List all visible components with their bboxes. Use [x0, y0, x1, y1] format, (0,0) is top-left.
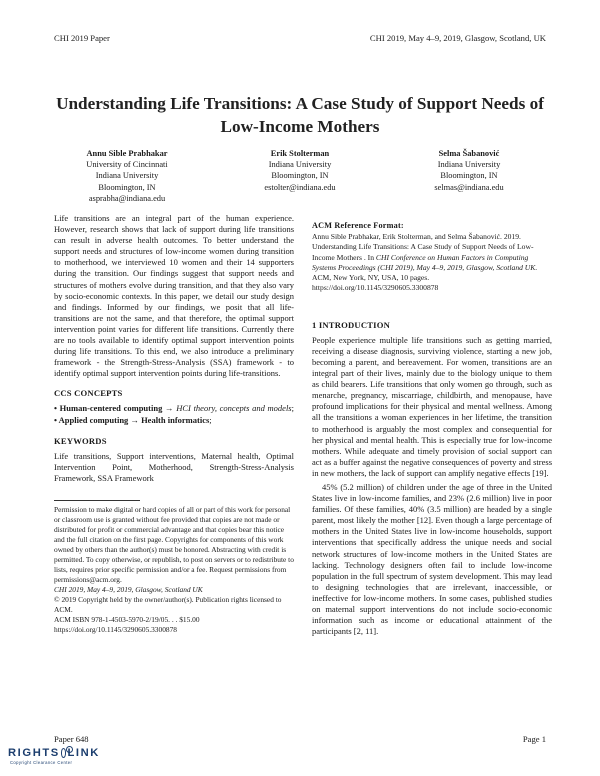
arrow-glyph: →: [130, 414, 139, 425]
acm-ref-venue: CHI Conference on Human Factors in Computing Systems Proceedings (CHI 2019), May 4–9, 2019, Glasgow, Scotland UK.: [312, 252, 538, 272]
isbn-line: ACM ISBN 978-1-4503-5970-2/19/05. . . $15.00: [54, 614, 200, 624]
ccs-term: • Human-centered computing: [54, 403, 163, 414]
footer-page-number: Page 1: [522, 734, 546, 744]
keywords-heading: KEYWORDS: [54, 435, 107, 446]
arrow-glyph: →: [165, 403, 174, 414]
ccs-end: ;: [209, 414, 212, 425]
rightslink-logo: [8, 747, 100, 769]
author-email: selmas@indiana.edu: [434, 182, 504, 192]
ccs-heading: CCS CONCEPTS: [54, 388, 123, 399]
intro-paragraph-1: People experience multiple life transitions such as getting married, receiving a disease diagnosis, surviving violence, starting a new job, becoming a parent, and bereavement. For women, transitions are an integral part of their lives, mainly due to the biology unique to them as child bearers. Life transitions that only women go through, such as menarche, pregnancy, miscarriage, childbirth, and menopause, have profound implications for their physical and mental wellness. Among all the transitions a woman experiences in her lifetime, the transition to motherhood is arguably the most complex and consequential for her physical and mental health. This is especially true for low-income mothers. While adequate and timely provision of social support can act as a buffer against the negative consequences of poverty and stress in new mothers, the lack of support can amplify negative effects [19].: [312, 334, 552, 478]
footnote-rule: [54, 500, 140, 501]
author-location: Bloomington, IN: [98, 182, 156, 192]
author-name: Annu Sible Prabhakar: [86, 149, 168, 158]
doi-link[interactable]: https://doi.org/10.1145/3290605.3300878: [54, 624, 177, 634]
acm-ref-text: [312, 232, 552, 294]
permission-venue: CHI 2019, May 4–9, 2019, Glasgow, Scotland UK: [54, 584, 203, 594]
author-block: [54, 148, 546, 208]
permission-text: Permission to make digital or hard copies of all or part of this work for personal or classroom use is granted without fee provided that copies are not made or distributed for profit or commercial advantage and that copies bear this notice and the full citation on the first page. Copyrights for components of this work owned by others than the author(s) must be honored. Abstracting with credit is permitted. To copy otherwise, or republish, to post on servers or to redistribute to lists, requires prior specific permission and/or a fee. Request permissions from permissions@acm.org.: [54, 504, 294, 584]
author-email: asprabha@indiana.edu: [88, 193, 166, 203]
running-header-left: CHI 2019 Paper: [54, 33, 110, 43]
author-1: [52, 148, 202, 204]
abstract-section: [54, 213, 294, 379]
paper-title: Understanding Life Transitions: A Case Study of Support Needs of Low-Income Mothers: [56, 94, 544, 136]
acm-ref-part: ACM, New York, NY, USA, 10 pages. https://doi.org/10.1145/3290605.3300878: [312, 273, 439, 293]
permission-footnote: [54, 500, 294, 635]
running-header-right: CHI 2019, May 4–9, 2019, Glasgow, Scotland, UK: [369, 33, 546, 43]
author-name: Erik Stolterman: [270, 149, 330, 158]
ccs-text: [54, 403, 294, 425]
acm-ref-part: Annu Sible Prabhakar, Erik Stolterman, and Selma Šabanović. 2019. Understanding Life Transitions: A Case Study of Support Needs of Low-Income Mothers . In: [312, 232, 534, 262]
author-location: Bloomington, IN: [440, 171, 498, 181]
author-2: [225, 148, 375, 193]
right-column: [312, 213, 552, 637]
link-icon: [61, 748, 67, 758]
acm-ref-heading: ACM Reference Format:: [312, 221, 404, 230]
author-affiliation: Indiana University: [268, 160, 332, 170]
introduction-heading: 1 INTRODUCTION: [312, 319, 391, 330]
keywords-section: [54, 436, 294, 484]
author-institution: Indiana University: [95, 171, 159, 181]
logo-word: RIGHTS: [8, 747, 60, 759]
logo-word: LINK: [67, 747, 100, 759]
ccs-section: [54, 388, 294, 425]
footer-paper-number: Paper 648: [54, 734, 89, 744]
keywords-text: Life transitions, Support interventions, Maternal health, Optimal Intervention Point, Motherhood, Strength-Stress-Analysis Framework, SSA Framework: [54, 450, 294, 483]
logo-tagline: Copyright Clearance Center: [10, 760, 73, 765]
author-email: estolter@indiana.edu: [264, 182, 336, 192]
author-name: Selma Šabanović: [438, 149, 500, 158]
ccs-separator: ;: [291, 403, 294, 414]
author-location: Bloomington, IN: [271, 171, 329, 181]
author-3: [394, 148, 544, 193]
intro-paragraph-2: 45% (5.2 million) of children under the age of three in the United States live in low-income families, and 23% (2.6 million) live in poor families. Of these families, 40% (3.5 million) are headed by a single parent, most likely the mother [12]. Even though a large percentage of mothers in the United States live in low-income households, support interventions that specifically address the unique needs and social network structures of low-income mothers in the United States are lacking. Technology designers often fail to include low-income population in the full spectrum of system development. This may lead to designing technologies that are irrelevant, inaccessible, or ineffective for low-income mothers. In some cases, published studies on maternal support interventions do not include socio-economic information such as income or educational attainment of the participants [2, 11].: [312, 482, 552, 637]
introduction-section: [312, 320, 552, 638]
author-affiliation: Indiana University: [437, 160, 501, 170]
ccs-term: • Applied computing: [54, 414, 129, 425]
ccs-term: HCI theory, concepts and models: [176, 403, 292, 414]
acm-reference: [312, 220, 552, 294]
abstract-text: Life transitions are an integral part of the human experience. However, research shows that lack of support during life transitions can result in adverse health outcomes. To better understand the support needs and structures of low-income women during transition to motherhood, we interviewed 10 women and their 14 supporters during the transition. Our findings suggest that support needs and structures of mothers evolve during transition, and that they also vary by socio-economic contexts. In this paper, we detail our study design and findings. Informed by our findings, we posit that all life-transitions are not the same, and that therefore, the optimal support intervention point varies for different life transitions. Currently there are no tools available to identify optimal support intervention points during life transitions. To this end, we also introduce a preliminary framework - the Strength-Stress-Analysis (SSA) framework - to identify optimal support intervention points during life-transitions.: [54, 213, 294, 379]
left-column: [54, 213, 294, 635]
ccs-term: Health informatics: [141, 414, 210, 425]
copyright-line: © 2019 Copyright held by the owner/author(s). Publication rights licensed to ACM.: [54, 594, 282, 614]
author-affiliation: University of Cincinnati: [86, 160, 168, 170]
